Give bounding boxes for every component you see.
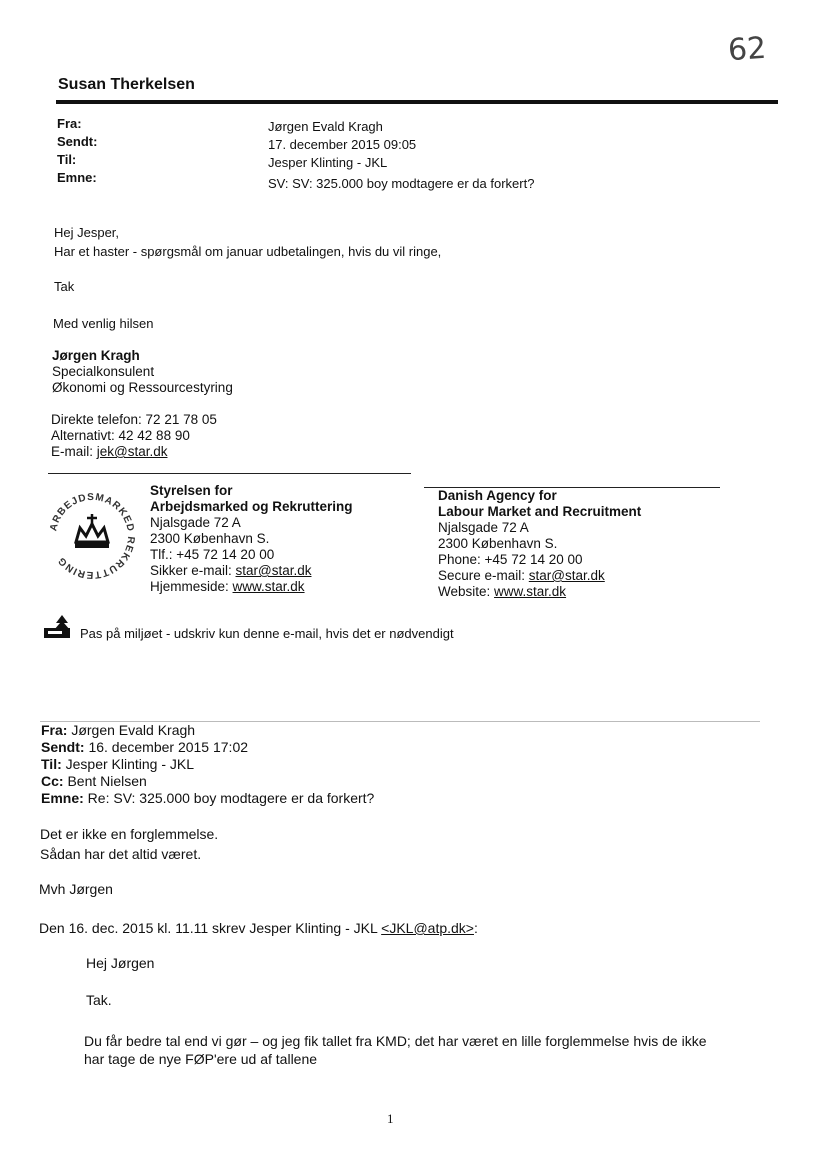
- signature-dept: Økonomi og Ressourcestyring: [52, 380, 233, 395]
- email-label: E-mail:: [51, 444, 97, 459]
- quote-intro: [39, 920, 478, 937]
- previous-header: [41, 722, 374, 807]
- crown-icon: [75, 514, 109, 548]
- agency-en-email-label: Secure e-mail:: [438, 568, 529, 583]
- closing: Med venlig hilsen: [53, 316, 154, 331]
- agency-en-addr2: 2300 København S.: [438, 536, 558, 551]
- body-line: Har et haster - spørgsmål om januar udbetalingen, hvis du vil ringe,: [54, 244, 442, 259]
- agency-en-block: [438, 488, 641, 600]
- prev-sign: Mvh Jørgen: [39, 881, 113, 897]
- quoted-line1: Du får bedre tal end vi gør – og jeg fik tallet fra KMD; det har været en lille forglemmelse hvis de ikke: [84, 1033, 707, 1049]
- quoted-greeting: Hej Jørgen: [86, 955, 155, 971]
- to-label: Til:: [57, 152, 77, 167]
- agency-en-web-label: Website:: [438, 584, 495, 599]
- agency-en-line1: Danish Agency for: [438, 488, 557, 503]
- subject-value: SV: SV: 325.000 boy modtagere er da forkert?: [268, 176, 535, 191]
- handwritten-page-mark: 62: [726, 30, 768, 69]
- signature-rule-left: [48, 473, 411, 474]
- agency-dk-line2: Arbejdsmarked og Rekruttering: [150, 499, 353, 514]
- mailbox-owner-name: Susan Therkelsen: [58, 76, 195, 93]
- svg-text:ARBEJDSMARKED REKRUTTERING: [48, 492, 136, 580]
- quote-email-link[interactable]: <JKL@atp.dk>: [381, 920, 474, 936]
- signature-contact: [51, 412, 217, 460]
- signature: [52, 348, 233, 396]
- subject-label: Emne:: [57, 170, 97, 185]
- prev-from-label: Fra:: [41, 722, 68, 738]
- signature-email-link[interactable]: jek@star.dk: [96, 444, 168, 459]
- agency-en-phone: Phone: +45 72 14 20 00: [438, 552, 583, 567]
- sent-value: 17. december 2015 09:05: [268, 137, 417, 152]
- to-value: Jesper Klinting - JKL: [268, 155, 388, 170]
- agency-dk-email-label: Sikker e-mail:: [150, 563, 236, 578]
- agency-dk-web-link[interactable]: www.star.dk: [232, 579, 305, 594]
- prev-cc-value: Bent Nielsen: [63, 773, 147, 789]
- agency-dk-phone: Tlf.: +45 72 14 20 00: [150, 547, 275, 562]
- greeting: Hej Jesper,: [54, 225, 120, 240]
- quoted-thanks: Tak.: [86, 992, 112, 1008]
- signature-title: Specialkonsulent: [52, 364, 155, 379]
- quote-intro-end: :: [473, 920, 478, 936]
- prev-subject-value: Re: SV: 325.000 boy modtagere er da forkert?: [83, 790, 375, 806]
- prev-to-value: Jesper Klinting - JKL: [61, 756, 195, 772]
- agency-crown-logo: [46, 490, 138, 582]
- prev-subject-label: Emne:: [41, 790, 84, 806]
- prev-to-label: Til:: [41, 756, 62, 772]
- quote-intro-text: Den 16. dec. 2015 kl. 11.11 skrev Jesper Klinting - JKL: [39, 920, 382, 936]
- eco-note: Pas på miljøet - udskriv kun denne e-mail, hvis det er nødvendigt: [80, 626, 454, 641]
- agency-dk-addr2: 2300 København S.: [150, 531, 270, 546]
- alt-phone: Alternativt: 42 42 88 90: [51, 428, 190, 443]
- sent-label: Sendt:: [57, 134, 98, 149]
- agency-en-line2: Labour Market and Recruitment: [438, 504, 642, 519]
- agency-dk-web-label: Hjemmeside:: [150, 579, 233, 594]
- agency-en-email-link[interactable]: star@star.dk: [528, 568, 605, 583]
- logo-ring-text: ARBEJDSMARKED REKRUTTERING: [48, 491, 137, 581]
- prev-sent-label: Sendt:: [41, 739, 85, 755]
- agency-en-addr1: Njalsgade 72 A: [438, 520, 529, 535]
- prev-from-value: Jørgen Evald Kragh: [67, 722, 196, 738]
- prev-sent-value: 16. december 2015 17:02: [84, 739, 249, 755]
- agency-dk-line1: Styrelsen for: [150, 483, 233, 498]
- quoted-line2: har tage de nye FØP'ere ud af tallene: [84, 1051, 318, 1067]
- agency-dk-block: [150, 483, 353, 595]
- prev-body-line1: Det er ikke en forglemmelse.: [40, 826, 219, 842]
- prev-body-line2: Sådan har det altid været.: [40, 846, 202, 862]
- from-value: Jørgen Evald Kragh: [268, 119, 383, 134]
- header-rule: [56, 100, 778, 104]
- agency-dk-email-link[interactable]: star@star.dk: [235, 563, 312, 578]
- from-label: Fra:: [57, 116, 82, 131]
- page-number: 1: [387, 1111, 394, 1126]
- direct-phone: Direkte telefon: 72 21 78 05: [51, 412, 217, 427]
- agency-en-web-link[interactable]: www.star.dk: [494, 584, 567, 599]
- agency-dk-addr1: Njalsgade 72 A: [150, 515, 241, 530]
- eco-printer-icon: [42, 614, 74, 640]
- thanks: Tak: [54, 279, 75, 294]
- signature-name: Jørgen Kragh: [52, 348, 140, 363]
- prev-cc-label: Cc:: [41, 773, 64, 789]
